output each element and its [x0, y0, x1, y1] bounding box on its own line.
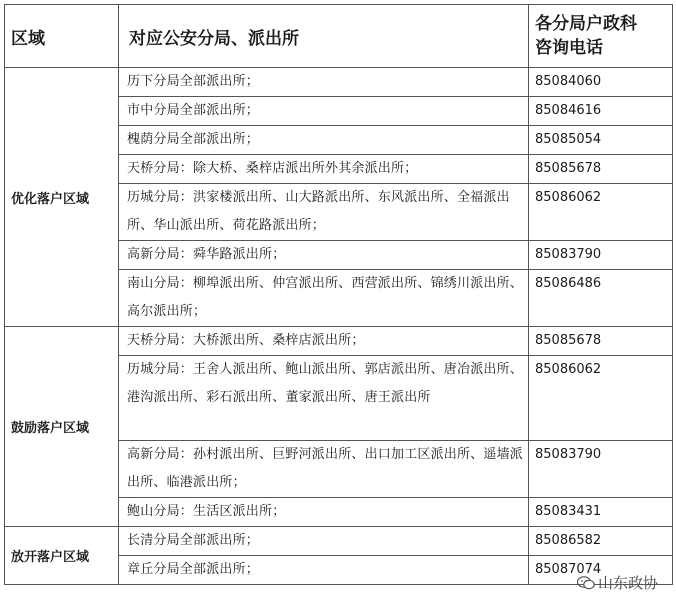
wechat-icon	[577, 576, 595, 590]
office-cell: 天桥分局：除大桥、桑梓店派出所外其余派出所；	[119, 155, 529, 184]
header-phone-line1: 各分局户政科	[535, 14, 637, 34]
watermark	[577, 572, 658, 593]
phone-cell: 85083431	[529, 498, 673, 527]
header-phone	[529, 5, 673, 68]
phone-cell: 85087074	[529, 556, 673, 585]
phone-cell: 85083790	[529, 241, 673, 270]
phone-cell: 85086486	[529, 270, 673, 327]
table-body	[5, 68, 673, 585]
phone-cell: 85085678	[529, 155, 673, 184]
office-cell: 历城分局：王舍人派出所、鲍山派出所、郭店派出所、唐冶派出所、港沟派出所、彩石派出所、董家派出所、唐王派出所	[119, 356, 529, 441]
office-cell: 鲍山分局：生活区派出所；	[119, 498, 529, 527]
watermark-text: 山东政协	[597, 574, 658, 592]
office-cell: 槐荫分局全部派出所；	[119, 126, 529, 155]
district-cell: 放开落户区域	[5, 527, 119, 585]
office-cell: 长清分局全部派出所；	[119, 527, 529, 556]
phone-cell: 85084616	[529, 97, 673, 126]
table-row	[5, 527, 673, 556]
office-cell: 天桥分局：大桥派出所、桑梓店派出所；	[119, 327, 529, 356]
district-cell: 优化落户区域	[5, 68, 119, 327]
office-cell: 高新分局：舜华路派出所；	[119, 241, 529, 270]
office-cell: 高新分局：孙村派出所、巨野河派出所、出口加工区派出所、遥墙派出所、临港派出所；	[119, 441, 529, 498]
office-cell: 章丘分局全部派出所；	[119, 556, 529, 585]
consultation-table	[4, 4, 673, 585]
phone-cell: 85086582	[529, 527, 673, 556]
office-cell: 历城分局：洪家楼派出所、山大路派出所、东风派出所、全福派出所、华山派出所、荷花路派出所；	[119, 184, 529, 241]
district-cell: 鼓励落户区域	[5, 327, 119, 527]
office-cell: 南山分局：柳埠派出所、仲宫派出所、西营派出所、锦绣川派出所、高尔派出所；	[119, 270, 529, 327]
phone-cell: 85085678	[529, 327, 673, 356]
table-row	[5, 68, 673, 97]
phone-cell: 85084060	[529, 68, 673, 97]
office-cell: 市中分局全部派出所；	[119, 97, 529, 126]
header-phone-line2: 咨询电话	[535, 38, 603, 58]
phone-cell: 85086062	[529, 356, 673, 441]
table-header-row	[5, 5, 673, 68]
office-cell: 历下分局全部派出所；	[119, 68, 529, 97]
phone-cell: 85085054	[529, 126, 673, 155]
phone-cell: 85083790	[529, 441, 673, 498]
header-district: 区域	[5, 5, 119, 68]
table-row	[5, 327, 673, 356]
header-office: 对应公安分局、派出所	[119, 5, 529, 68]
phone-cell: 85086062	[529, 184, 673, 241]
